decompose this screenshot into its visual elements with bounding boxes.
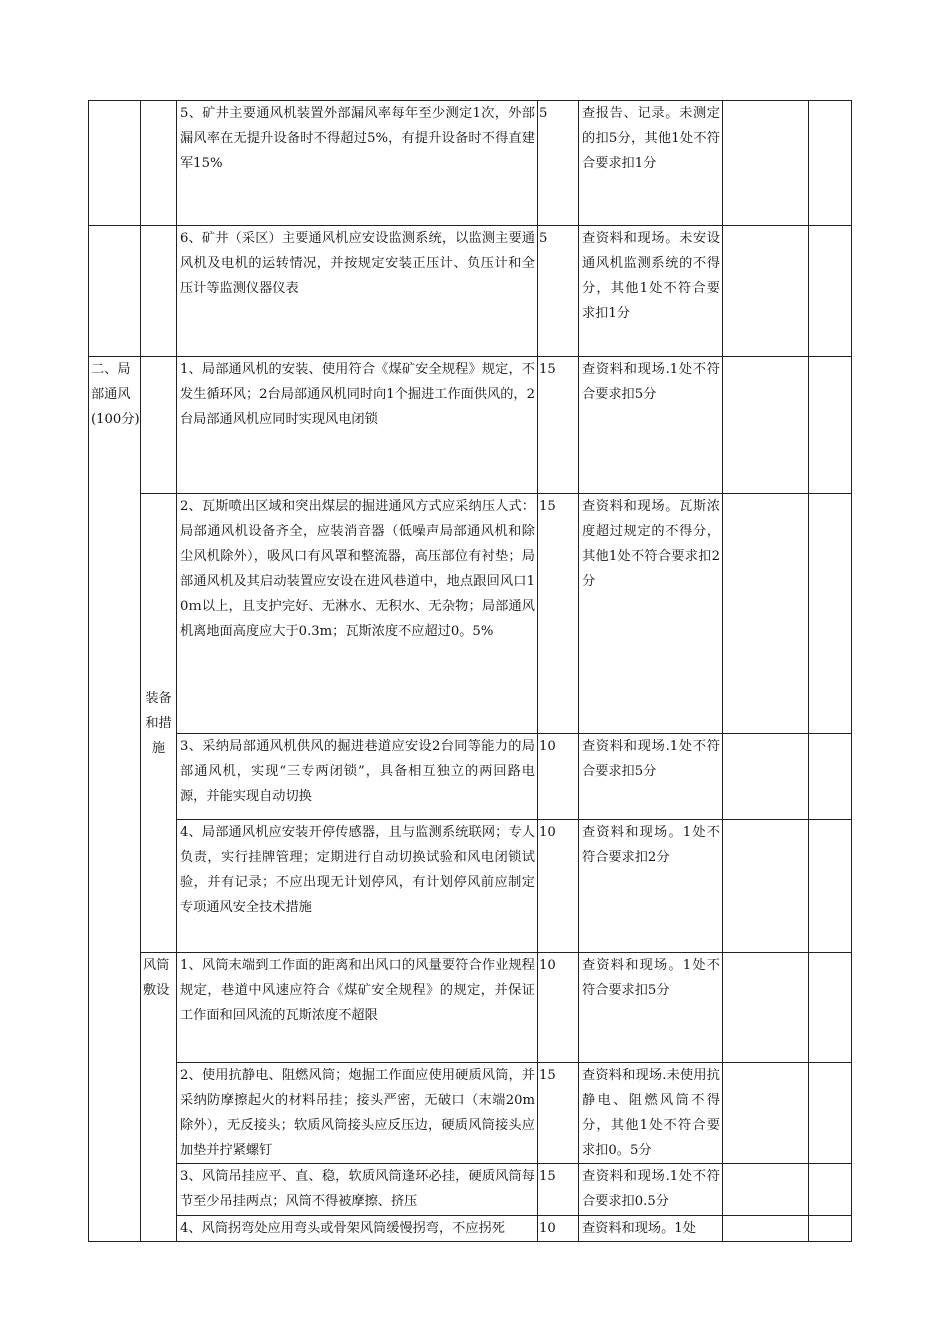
method-cell: 查资料和现场。1处不符合要求扣2分 bbox=[579, 820, 723, 953]
table-row bbox=[89, 734, 852, 820]
result-cell bbox=[809, 1216, 852, 1242]
score-cell: 10 bbox=[538, 953, 579, 1063]
result-cell bbox=[809, 953, 852, 1063]
score-cell: 5 bbox=[538, 101, 579, 226]
score-cell: 15 bbox=[538, 1164, 579, 1216]
requirement-cell: 2、瓦斯喷出区域和突出煤层的掘进通风方式应采纳压人式：局部通风机设备齐全，应装消音器（低噪声局部通风机和除尘风机除外），吸风口有风罩和整流器，高压部位有衬垫；局部通风机及其启动装置应安设在进风巷道中，地点跟回风口10ｍ以上，且支护完好、无淋水、无积水、无杂物；局部通风机离地面高度应大于0.3m；瓦斯浓度不应超过0。5% bbox=[177, 494, 538, 734]
requirement-cell: 5、矿井主要通风机装置外部漏风率每年至少测定1次，外部漏风率在无提升设备时不得超过5%，有提升设备时不得直建军15% bbox=[177, 101, 538, 226]
deduction-cell bbox=[723, 1063, 809, 1164]
category-cell-empty bbox=[89, 226, 141, 357]
subcategory-cell-empty bbox=[141, 101, 177, 226]
table-row bbox=[89, 494, 852, 734]
table-row bbox=[89, 953, 852, 1063]
method-cell: 查资料和现场.1处不符合要求扣5分 bbox=[579, 734, 723, 820]
deduction-cell bbox=[723, 494, 809, 734]
result-cell bbox=[809, 101, 852, 226]
deduction-cell bbox=[723, 820, 809, 953]
score-cell: 10 bbox=[538, 734, 579, 820]
result-cell bbox=[809, 494, 852, 734]
deduction-cell bbox=[723, 101, 809, 226]
requirement-cell: 1、局部通风机的安装、使用符合《煤矿安全规程》规定，不发生循环风；2台局部通风机同时向1个掘进工作面供风的，2台局部通风机应同时实现风电闭锁 bbox=[177, 357, 538, 494]
table-row bbox=[89, 357, 852, 494]
subcategory-cell-empty bbox=[141, 357, 177, 494]
deduction-cell bbox=[723, 734, 809, 820]
subcategory-cell: 装备和措施 bbox=[141, 494, 177, 953]
table-row bbox=[89, 101, 852, 226]
table-row bbox=[89, 1063, 852, 1164]
category-cell: 二、局部通风(100分) bbox=[89, 357, 141, 1242]
deduction-cell bbox=[723, 226, 809, 357]
requirement-cell: 3、风筒吊挂应平、直、稳，软质风筒逢环必挂，硬质风筒每节至少吊挂两点；风筒不得被摩擦、挤压 bbox=[177, 1164, 538, 1216]
requirement-cell bbox=[177, 1216, 538, 1242]
method-cell: 查报告、记录。未测定的扣5分，其他1处不符合要求扣1分 bbox=[579, 101, 723, 226]
requirement-cell: 2、使用抗静电、阻燃风筒；炮掘工作面应使用硬质风筒，并采纳防摩擦起火的材料吊挂；接头严密，无破口（末端20m除外），无反接头；软质风筒接头应反压边，硬质风筒接头应加垫并拧紧螺钉 bbox=[177, 1063, 538, 1164]
requirement-cell: 3、采纳局部通风机供风的掘进巷道应安设2台同等能力的局部通风机，实现“三专两闭锁”，具备相互独立的两回路电源，并能实现自动切换 bbox=[177, 734, 538, 820]
score-cell: 15 bbox=[538, 494, 579, 734]
method-cell: 查资料和现场。未安设通风机监测系统的不得分，其他1处不符合要求扣1分 bbox=[579, 226, 723, 357]
result-cell bbox=[809, 1164, 852, 1216]
method-cell: 查资料和现场.1处不符合要求扣0.5分 bbox=[579, 1164, 723, 1216]
method-cell bbox=[579, 1216, 723, 1242]
table-row bbox=[89, 226, 852, 357]
table-row bbox=[89, 820, 852, 953]
requirement-cell: 6、矿井（采区）主要通风机应安设监测系统，以监测主要通风机及电机的运转情况，并按规定安装正压计、负压计和全压计等监测仪器仪表 bbox=[177, 226, 538, 357]
category-cell-empty bbox=[89, 101, 141, 226]
result-cell bbox=[809, 1063, 852, 1164]
method-cell: 查资料和现场.未使用抗静电、阻燃风筒不得分，其他1处不符合要求扣0。5分 bbox=[579, 1063, 723, 1164]
table-row bbox=[89, 1216, 852, 1242]
result-cell bbox=[809, 357, 852, 494]
requirement-text: 4、风筒拐弯处应用弯头或骨架风筒缓慢拐弯，不应拐死 bbox=[180, 1221, 505, 1236]
subcategory-cell: 风筒敷设 bbox=[141, 953, 177, 1242]
result-cell bbox=[809, 226, 852, 357]
score-cell: 10 bbox=[538, 820, 579, 953]
deduction-cell bbox=[723, 1164, 809, 1216]
deduction-cell bbox=[723, 1216, 809, 1242]
result-cell bbox=[809, 820, 852, 953]
score-cell: 10 bbox=[538, 1216, 579, 1242]
deduction-cell bbox=[723, 953, 809, 1063]
method-cell: 查资料和现场。瓦斯浓度超过规定的不得分，其他1处不符合要求扣2分 bbox=[579, 494, 723, 734]
scoring-table bbox=[88, 100, 852, 1242]
method-cell: 查资料和现场。1处不符合要求扣5分 bbox=[579, 953, 723, 1063]
score-cell: 5 bbox=[538, 226, 579, 357]
deduction-cell bbox=[723, 357, 809, 494]
score-cell: 15 bbox=[538, 1063, 579, 1164]
result-cell bbox=[809, 734, 852, 820]
table-row bbox=[89, 1164, 852, 1216]
requirement-cell: 4、局部通风机应安装开停传感器，且与监测系统联网；专人负责，实行挂牌管理；定期进行自动切换试验和风电闭锁试验，并有记录；不应出现无计划停风，有计划停风前应制定专项通风安全技术措施 bbox=[177, 820, 538, 953]
score-cell: 15 bbox=[538, 357, 579, 494]
method-text: 查资料和现场。1处 bbox=[582, 1221, 696, 1236]
requirement-cell: 1、风筒末端到工作面的距离和出风口的风量要符合作业规程规定，巷道中风速应符合《煤矿安全规程》的规定，并保证工作面和回风流的瓦斯浓度不超限 bbox=[177, 953, 538, 1063]
method-cell: 查资料和现场.1处不符合要求扣5分 bbox=[579, 357, 723, 494]
subcategory-cell-empty bbox=[141, 226, 177, 357]
